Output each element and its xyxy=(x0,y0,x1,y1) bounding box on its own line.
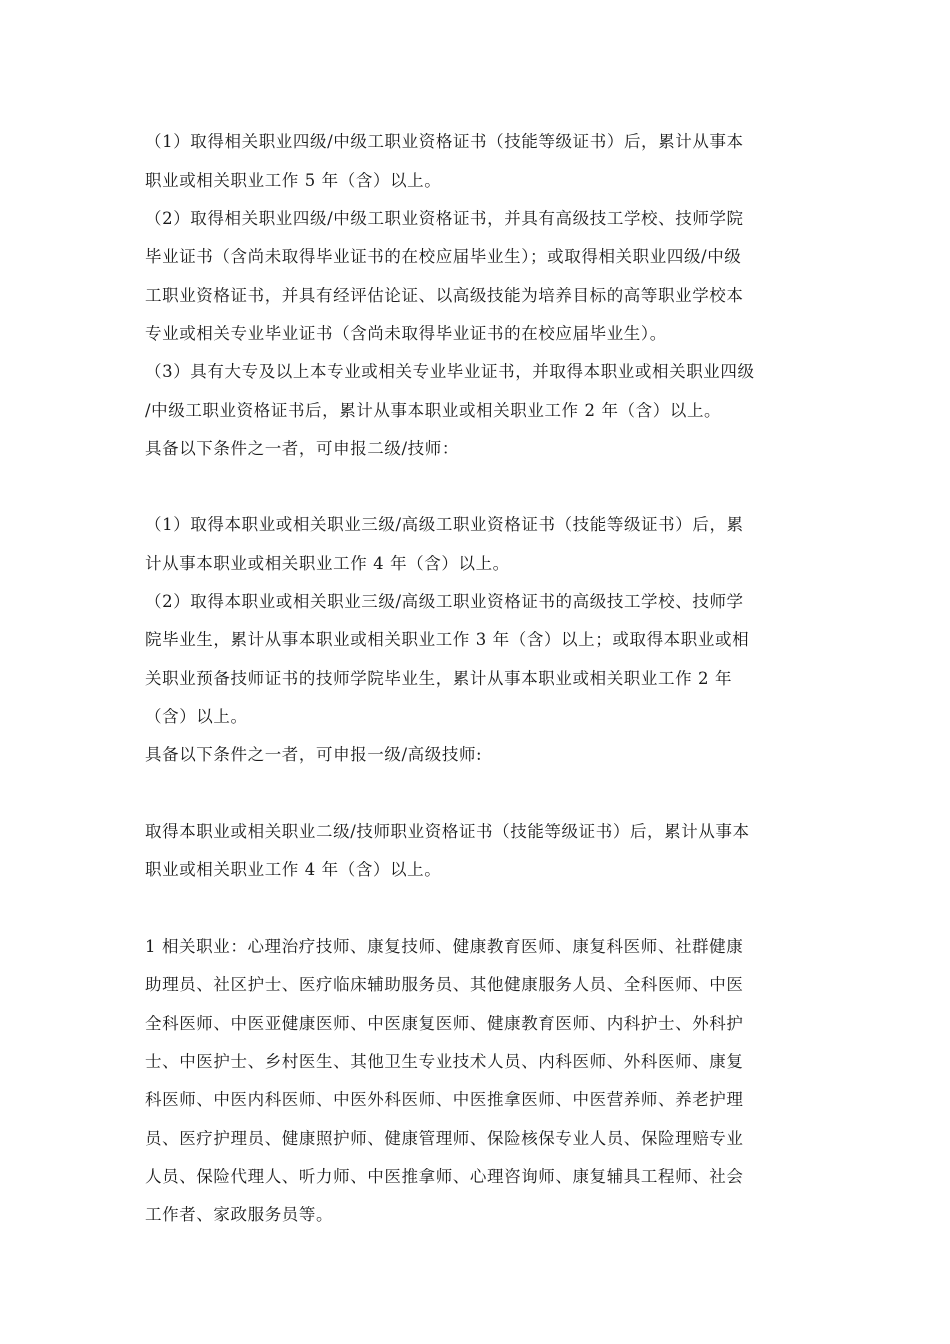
text-line: /中级工职业资格证书后，累计从事本职业或相关职业工作 2 年（含）以上。 xyxy=(145,401,722,420)
section-heading: 具备以下条件之一者，可申报一级/高级技师: xyxy=(145,745,483,764)
text-line: 全科医师、中医亚健康医师、中医康复医师、健康教育医师、内科护士、外科护 xyxy=(145,1014,744,1033)
text-line: 工作者、家政服务员等。 xyxy=(145,1205,334,1224)
text-line: （3）具有大专及以上本专业或相关专业毕业证书，并取得本职业或相关职业四级 xyxy=(145,362,755,381)
section-heading: 具备以下条件之一者，可申报二级/技师： xyxy=(145,439,459,458)
text-line: 士、中医护士、乡村医生、其他卫生专业技术人员、内科医师、外科医师、康复 xyxy=(145,1052,744,1071)
text-line: （2）取得本职业或相关职业三级/高级工职业资格证书的高级技工学校、技师学 xyxy=(145,592,744,611)
text-line: 员、医疗护理员、健康照护师、健康管理师、保险核保专业人员、保险理赔专业 xyxy=(145,1129,744,1148)
text-line: 工职业资格证书，并具有经评估论证、以高级技能为培养目标的高等职业学校本 xyxy=(145,286,744,305)
text-line: 科医师、中医内科医师、中医外科医师、中医推拿医师、中医营养师、养老护理 xyxy=(145,1090,744,1109)
text-line: 关职业预备技师证书的技师学院毕业生，累计从事本职业或相关职业工作 2 年 xyxy=(145,669,733,688)
text-line: 人员、保险代理人、听力师、中医推拿师、心理咨询师、康复辅具工程师、社会 xyxy=(145,1167,744,1186)
text-line: 助理员、社区护士、医疗临床辅助服务员、其他健康服务人员、全科医师、中医 xyxy=(145,975,744,994)
text-line: （2）取得相关职业四级/中级工职业资格证书，并具有高级技工学校、技师学院 xyxy=(145,209,744,228)
text-line: 毕业证书（含尚未取得毕业证书的在校应届毕业生）；或取得相关职业四级/中级 xyxy=(145,247,742,266)
text-line: （1）取得本职业或相关职业三级/高级工职业资格证书（技能等级证书）后，累 xyxy=(145,515,744,534)
text-line: 职业或相关职业工作 4 年（含）以上。 xyxy=(145,860,442,879)
text-line: （1）取得相关职业四级/中级工职业资格证书（技能等级证书）后，累计从事本 xyxy=(145,132,744,151)
text-line: 取得本职业或相关职业二级/技师职业资格证书（技能等级证书）后，累计从事本 xyxy=(145,822,750,841)
text-line: 专业或相关专业毕业证书（含尚未取得毕业证书的在校应届毕业生）。 xyxy=(145,324,667,343)
text-line: 计从事本职业或相关职业工作 4 年（含）以上。 xyxy=(145,554,510,573)
text-line: 院毕业生，累计从事本职业或相关职业工作 3 年（含）以上；或取得本职业或相 xyxy=(145,630,750,649)
text-line: （含）以上。 xyxy=(145,707,248,726)
text-line: 职业或相关职业工作 5 年（含）以上。 xyxy=(145,171,442,190)
text-line: 1 相关职业：心理治疗技师、康复技师、健康教育医师、康复科医师、社群健康 xyxy=(145,937,744,956)
